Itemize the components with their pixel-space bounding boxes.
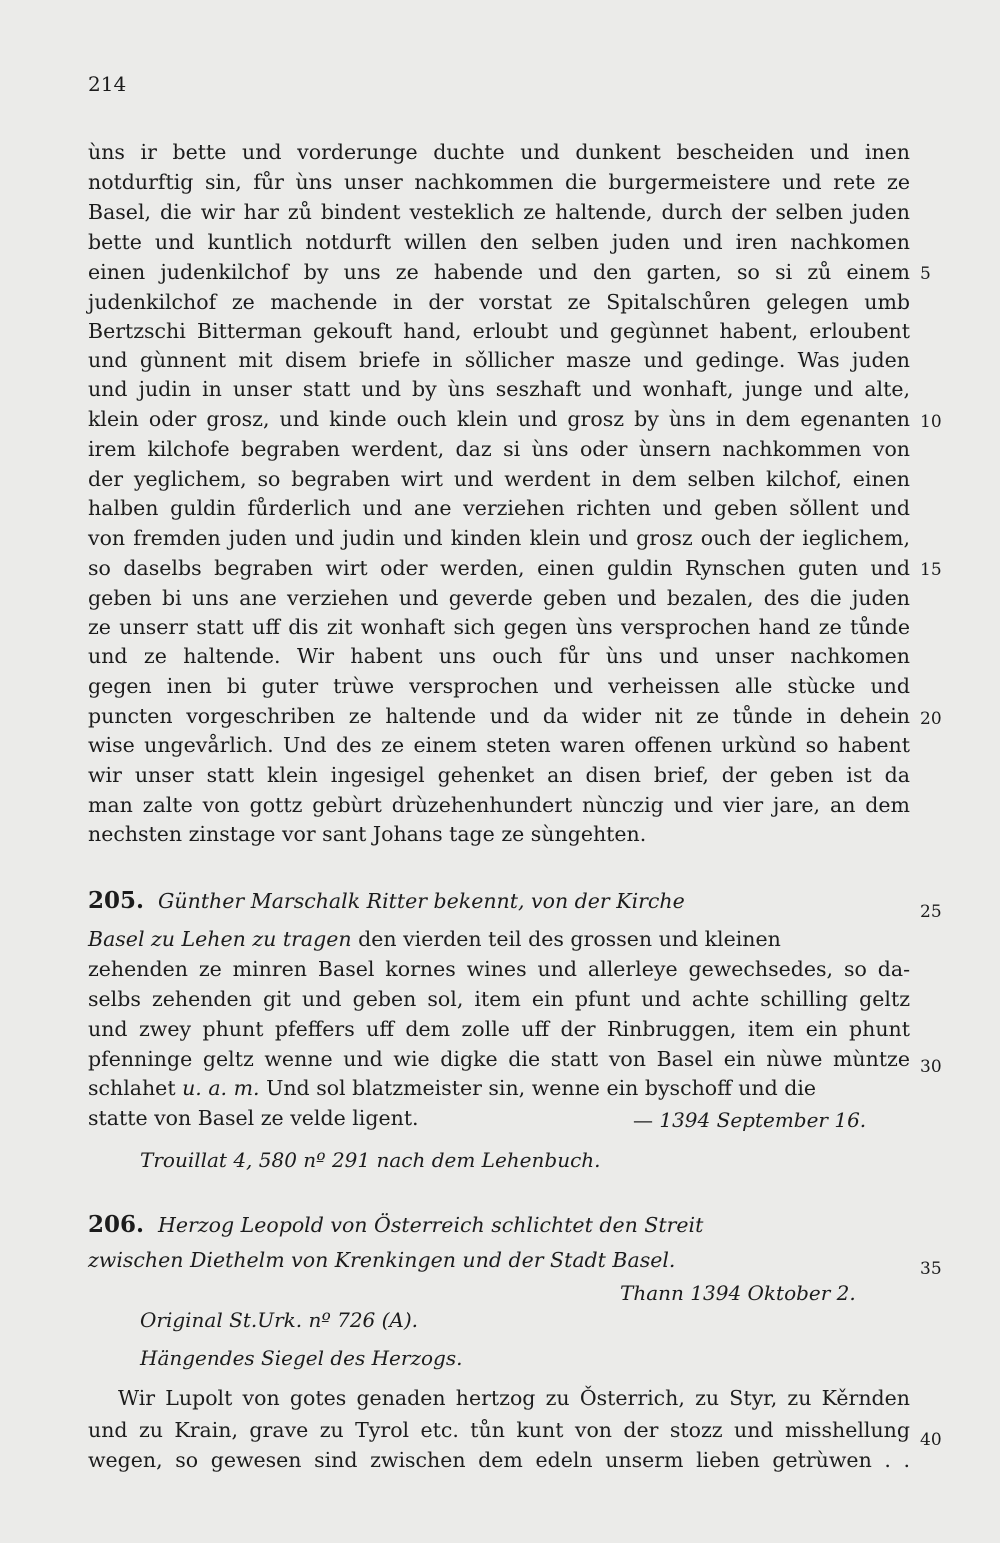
text-line: ze unserr statt uff dis zit wonhaft sich gegen ùns versprochen hand ze tůnde: [88, 615, 910, 639]
text-line: Basel, die wir har zů bindent vesteklich ze haltende, durch der selben juden: [88, 200, 910, 224]
doc-206-line: Wir Lupolt von gotes genaden hertzog zu Ǒsterrich, zu Styr, zu Kěrnden: [118, 1386, 910, 1410]
doc-205-final-line: statte von Basel ze velde ligent.: [88, 1106, 419, 1130]
doc-205-title-italic: Basel zu Lehen zu tragen: [88, 927, 352, 951]
text-line: ùns ir bette und vorderunge duchte und dunkent bescheiden und inen: [88, 140, 910, 164]
text-line: bette und kuntlich notdurft willen den selben juden und iren nachkomen: [88, 230, 910, 254]
text-line: halben guldin fůrderlich und ane verziehen richten und geben sǒllent und: [88, 496, 910, 520]
date-dash: —: [633, 1108, 653, 1132]
doc-205-line-post: Und sol blatzmeister sin, wenne ein byschoff und die: [266, 1076, 817, 1100]
text-line: puncten vorgeschriben ze haltende und da wider nit ze tůnde in dehein: [88, 704, 910, 728]
doc-205-line: [88, 1074, 910, 1103]
text-line: notdurftig sin, fůr ùns unser nachkommen die burgermeistere und rete ze: [88, 170, 910, 194]
doc-205-date: [633, 1108, 866, 1132]
text-line: judenkilchof ze machende in der vorstat ze Spitalschůren gelegen umb: [88, 290, 910, 314]
text-line: und ze haltende. Wir habent uns ouch fůr ùns und unser nachkomen: [88, 644, 910, 668]
doc-205-line-pre: schlahet: [88, 1076, 176, 1100]
doc-205-number: 205.: [88, 887, 145, 914]
text-line: Bertzschi Bitterman gekouft hand, erloubt und gegùnnet habent, erloubent: [88, 319, 910, 343]
doc-206-title-line2: zwischen Diethelm von Krenkingen und der Stadt Basel.: [88, 1248, 676, 1272]
text-line: und gùnnent mit disem briefe in sǒllicher masze und gedinge. Was juden: [88, 348, 910, 372]
doc-205-line-italic: u. a. m.: [182, 1076, 260, 1100]
text-line: irem kilchofe begraben werdent, daz si ùns oder ùnsern nachkommen von: [88, 437, 910, 461]
margin-line-number: 25: [920, 902, 942, 922]
doc-205-line: zehenden ze minren Basel kornes wines und allerleye gewechsedes, so da-: [88, 957, 910, 981]
text-line: und judin in unser statt und by ùns seszhaft und wonhaft, junge und alte,: [88, 377, 910, 401]
margin-line-number: 35: [920, 1259, 942, 1279]
text-line: gegen inen bi guter trùwe versprochen und verheissen alle stùcke und: [88, 674, 910, 698]
text-line: man zalte von gottz gebùrt drùzehenhundert nùnczig und vier jare, an dem: [88, 793, 910, 817]
text-line: wise ungevårlich. Und des ze einem steten waren offenen urkùnd so habent: [88, 733, 910, 757]
doc-205-line: und zwey phunt pfeffers uff dem zolle uff der Rinbruggen, item ein phunt: [88, 1017, 910, 1041]
margin-line-number: 10: [920, 412, 942, 432]
doc-205-heading: [88, 886, 910, 915]
doc-205-title-line1: Günther Marschalk Ritter bekennt, von der Kirche: [158, 889, 685, 913]
text-line: einen judenkilchof by uns ze habende und den garten, so si zů einem: [88, 260, 910, 284]
doc-206-source-seal: Hängendes Siegel des Herzogs.: [140, 1346, 463, 1370]
margin-line-number: 5: [920, 264, 931, 284]
doc-205-line: pfenninge geltz wenne und wie digke die statt von Basel ein nùwe mùntze: [88, 1047, 910, 1071]
page-number: 214: [88, 72, 127, 96]
margin-line-number: 30: [920, 1057, 942, 1077]
margin-line-number: 20: [920, 709, 942, 729]
doc-206-title-line1: Herzog Leopold von Österreich schlichtet den Streit: [158, 1213, 704, 1237]
text-line: wir unser statt klein ingesigel gehenket an disen brief, der geben ist da: [88, 763, 910, 787]
doc-205-title-line2: [88, 925, 910, 954]
doc-206-place-date: Thann 1394 Oktober 2.: [620, 1281, 856, 1305]
text-line: klein oder grosz, und kinde ouch klein und grosz by ùns in dem egenanten: [88, 407, 910, 431]
text-line: so daselbs begraben wirt oder werden, einen guldin Rynschen guten und: [88, 556, 910, 580]
text-line: geben bi uns ane verziehen und geverde geben und bezalen, des die juden: [88, 586, 910, 610]
doc-206-line: und zu Krain, grave zu Tyrol etc. tůn kunt von der stozz und misshellung: [88, 1418, 910, 1442]
doc-205-source: Trouillat 4, 580 nº 291 nach dem Lehenbuch.: [140, 1148, 601, 1172]
text-line: der yeglichem, so begraben wirt und werdent in dem selben kilchof, einen: [88, 467, 910, 491]
doc-206-heading: [88, 1210, 910, 1239]
doc-206-line: wegen, so gewesen sind zwischen dem edeln unserm lieben getrùwen . .: [88, 1448, 910, 1472]
doc-205-title-rest: den vierden teil des grossen und kleinen: [358, 927, 781, 951]
doc-205-line: selbs zehenden git und geben sol, item ein pfunt und achte schilling geltz: [88, 987, 910, 1011]
doc-206-source-original: Original St.Urk. nº 726 (A).: [140, 1308, 419, 1332]
text-line: nechsten zinstage vor sant Johans tage ze sùngehten.: [88, 822, 647, 846]
text-line: von fremden juden und judin und kinden klein und grosz ouch der ieglichem,: [88, 526, 910, 550]
doc-206-number: 206.: [88, 1211, 145, 1238]
date-text: 1394 September 16.: [659, 1108, 867, 1132]
margin-line-number: 40: [920, 1430, 942, 1450]
margin-line-number: 15: [920, 560, 942, 580]
